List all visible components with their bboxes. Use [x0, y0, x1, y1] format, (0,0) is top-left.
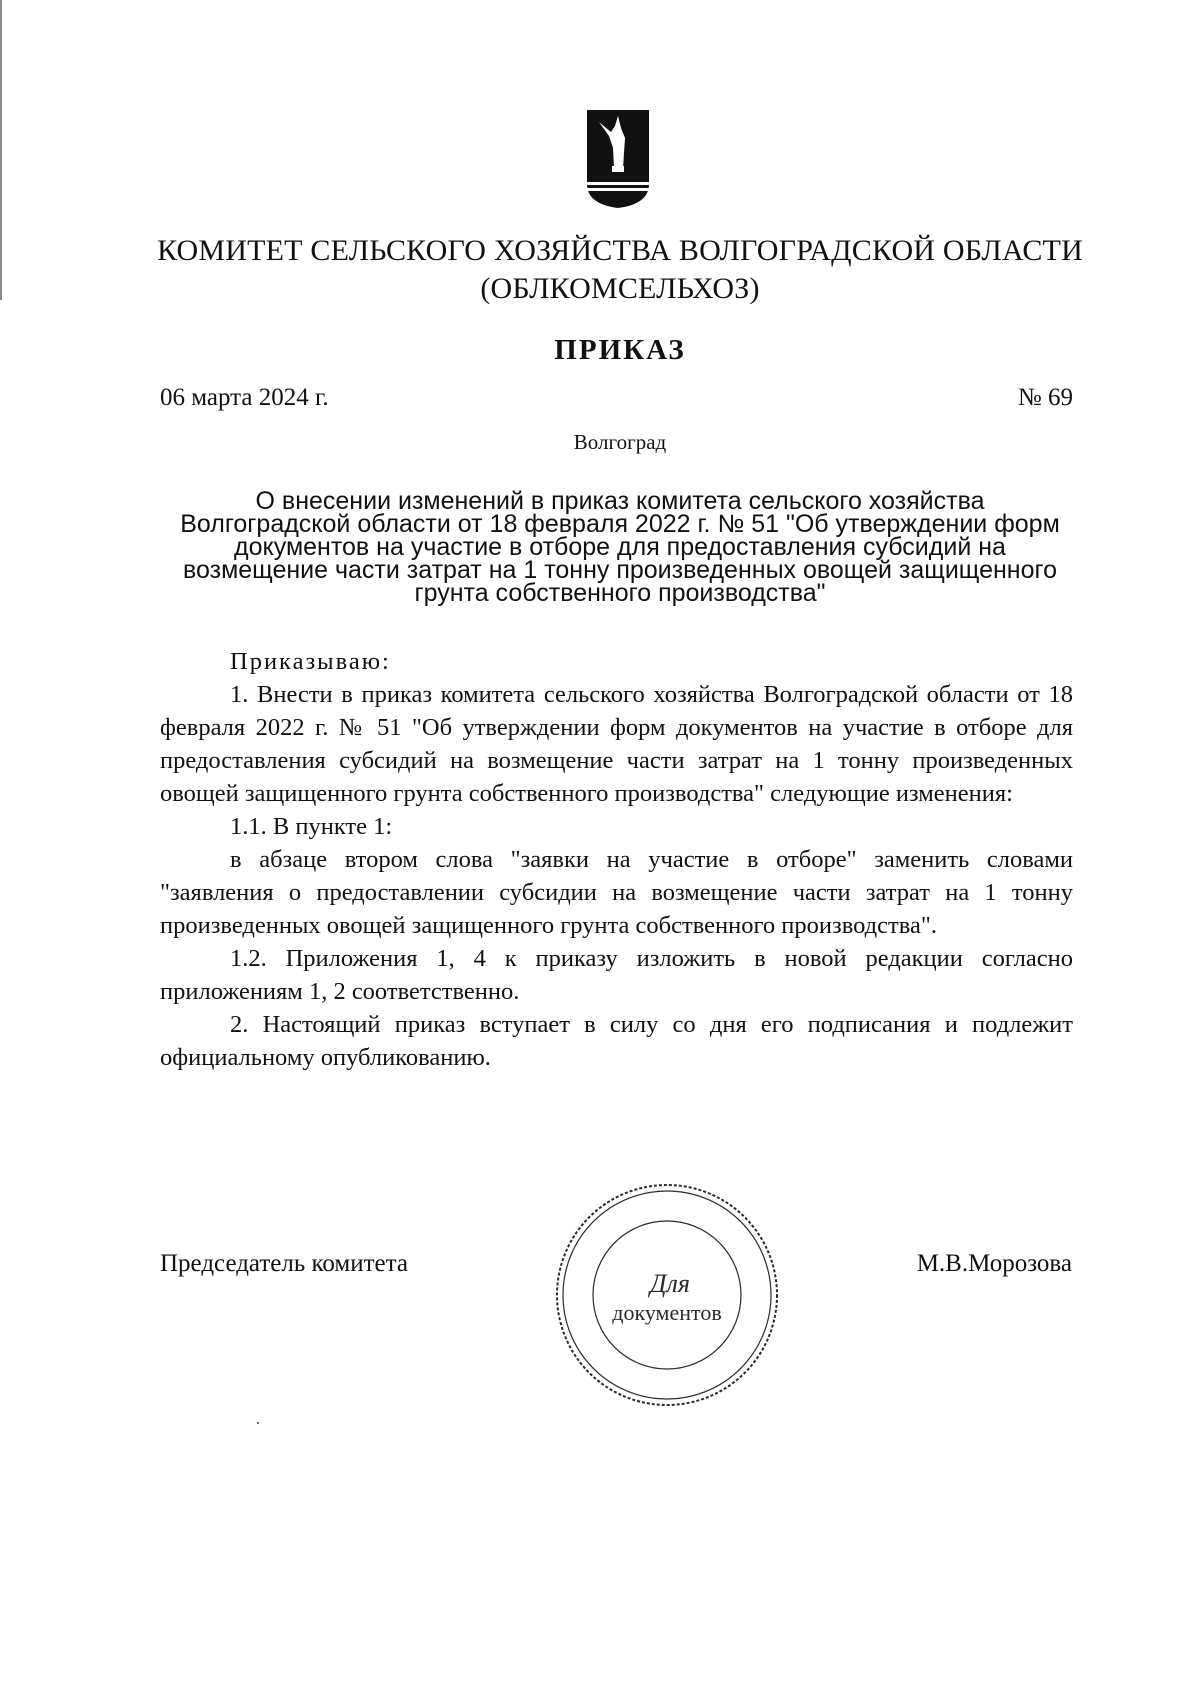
coat-of-arms-emblem	[585, 108, 651, 210]
document-number: № 69	[1017, 384, 1073, 411]
organization-line: КОМИТЕТ СЕЛЬСКОГО ХОЗЯЙСТВА ВОЛГОГРАДСКОЙ ОБЛАСТИ	[157, 234, 1083, 267]
signatory-name: М.В.Морозова	[916, 1250, 1072, 1277]
stamp-center-line-1: Для	[650, 1269, 690, 1298]
document-type: ПРИКАЗ	[554, 334, 686, 366]
document-date: 06 марта 2024 г.	[160, 384, 329, 411]
document-city: Волгоград	[573, 430, 667, 454]
document-body	[160, 645, 1073, 1074]
organization-abbreviation: (ОБЛКОМСЕЛЬХОЗ)	[480, 272, 760, 305]
document-subject	[150, 487, 1090, 607]
paragraph-1: 1. Внести в приказ комитета сельского хозяйства Волгоградской области от 18 февраля 2022 г. № 51 "Об утверждении форм документов на участие в отборе для предоставления субсидий на возмещение части затрат на 1 тонну произведенных овощей защищенного грунта собственного производства" следующие изменения:	[160, 681, 1073, 807]
paragraph-1-1: 1.1. В пункте 1:	[230, 813, 393, 840]
paragraph-2: 2. Настоящий приказ вступает в силу со дня его подписания и подлежит официальному опубликованию.	[160, 1011, 1073, 1071]
scan-speck	[257, 1422, 259, 1424]
official-stamp	[552, 1180, 782, 1410]
subject-line: грунта собственного производства"	[414, 579, 826, 607]
signatory-position: Председатель комитета	[160, 1250, 408, 1277]
order-lead: Приказываю:	[230, 648, 391, 675]
subject-line: документов на участие в отборе для предоставления субсидий на	[234, 533, 1006, 561]
subject-line: О внесении изменений в приказ комитета сельского хозяйства	[255, 487, 985, 515]
organization-name	[130, 232, 1110, 308]
subject-line: Волгоградской области от 18 февраля 2022 г. № 51 "Об утверждении форм	[180, 510, 1060, 538]
stamp-center-line-2: документов	[612, 1300, 722, 1325]
paragraph-1-2: 1.2. Приложения 1, 4 к приказу изложить в новой редакции согласно приложениям 1, 2 соответственно.	[160, 945, 1073, 1005]
paragraph-1-1-text: в абзаце втором слова "заявки на участие в отборе" заменить словами "заявления о предоставлении субсидии на возмещение части затрат на 1 тонну произведенных овощей защищенного грунта собственного производства".	[160, 846, 1073, 939]
scan-edge-mark	[0, 0, 2, 300]
subject-line: возмещение части затрат на 1 тонну произведенных овощей защищенного	[183, 556, 1057, 584]
